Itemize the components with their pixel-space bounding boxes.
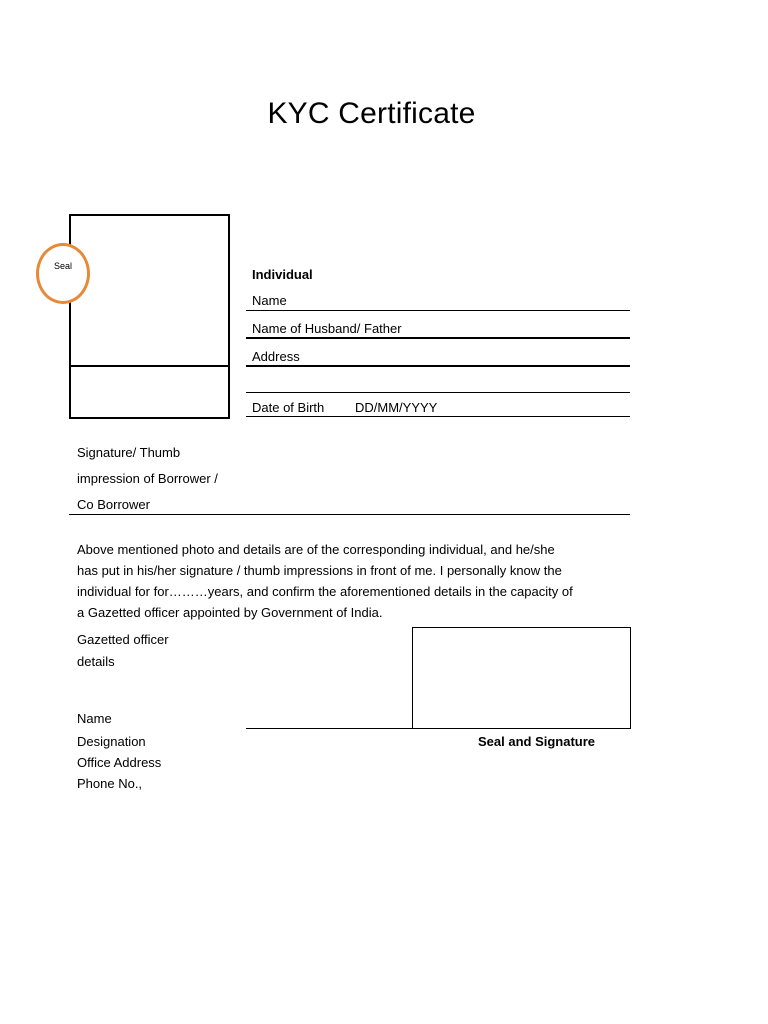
name-line xyxy=(246,310,630,311)
declaration-line-4: a Gazetted officer appointed by Government of India. xyxy=(77,605,383,620)
seal-signature-label: Seal and Signature xyxy=(478,734,596,749)
dob-label: Date of Birth xyxy=(252,400,325,415)
name-label: Name xyxy=(252,293,287,308)
seal-signature-box xyxy=(412,627,631,729)
officer-heading-line2: details xyxy=(77,654,115,669)
signature-label-line1: Signature/ Thumb xyxy=(77,445,181,460)
signature-line xyxy=(69,514,630,515)
dob-format: DD/MM/YYYY xyxy=(355,400,438,415)
signature-label-line3: Co Borrower xyxy=(77,497,150,512)
address-line-2 xyxy=(246,392,630,393)
photo-box-divider xyxy=(69,365,230,367)
declaration-line-2: has put in his/her signature / thumb impressions in front of me. I personally know the xyxy=(77,563,562,578)
page-title: KYC Certificate xyxy=(267,97,476,130)
declaration-line-1: Above mentioned photo and details are of the corresponding individual, and he/she xyxy=(77,542,555,557)
individual-heading: Individual xyxy=(252,267,313,282)
officer-office-address-label: Office Address xyxy=(77,755,162,770)
officer-phone-label: Phone No., xyxy=(77,776,143,791)
relation-label: Name of Husband/ Father xyxy=(252,321,402,336)
seal-circle xyxy=(36,243,90,304)
address-line xyxy=(246,365,630,367)
photo-box xyxy=(69,214,230,419)
officer-designation-label: Designation xyxy=(77,734,146,749)
officer-heading-line1: Gazetted officer xyxy=(77,632,169,647)
address-label: Address xyxy=(252,349,300,364)
declaration-paragraph xyxy=(77,539,617,623)
declaration-line-3: individual for for………years, and confirm the aforementioned details in the capacity of xyxy=(77,584,573,599)
signature-label-line2: impression of Borrower / xyxy=(77,471,218,486)
seal-label: Seal xyxy=(54,261,73,271)
officer-signature-line xyxy=(246,728,630,729)
relation-line xyxy=(246,337,630,339)
officer-name-label: Name xyxy=(77,711,112,726)
dob-line xyxy=(246,416,630,417)
